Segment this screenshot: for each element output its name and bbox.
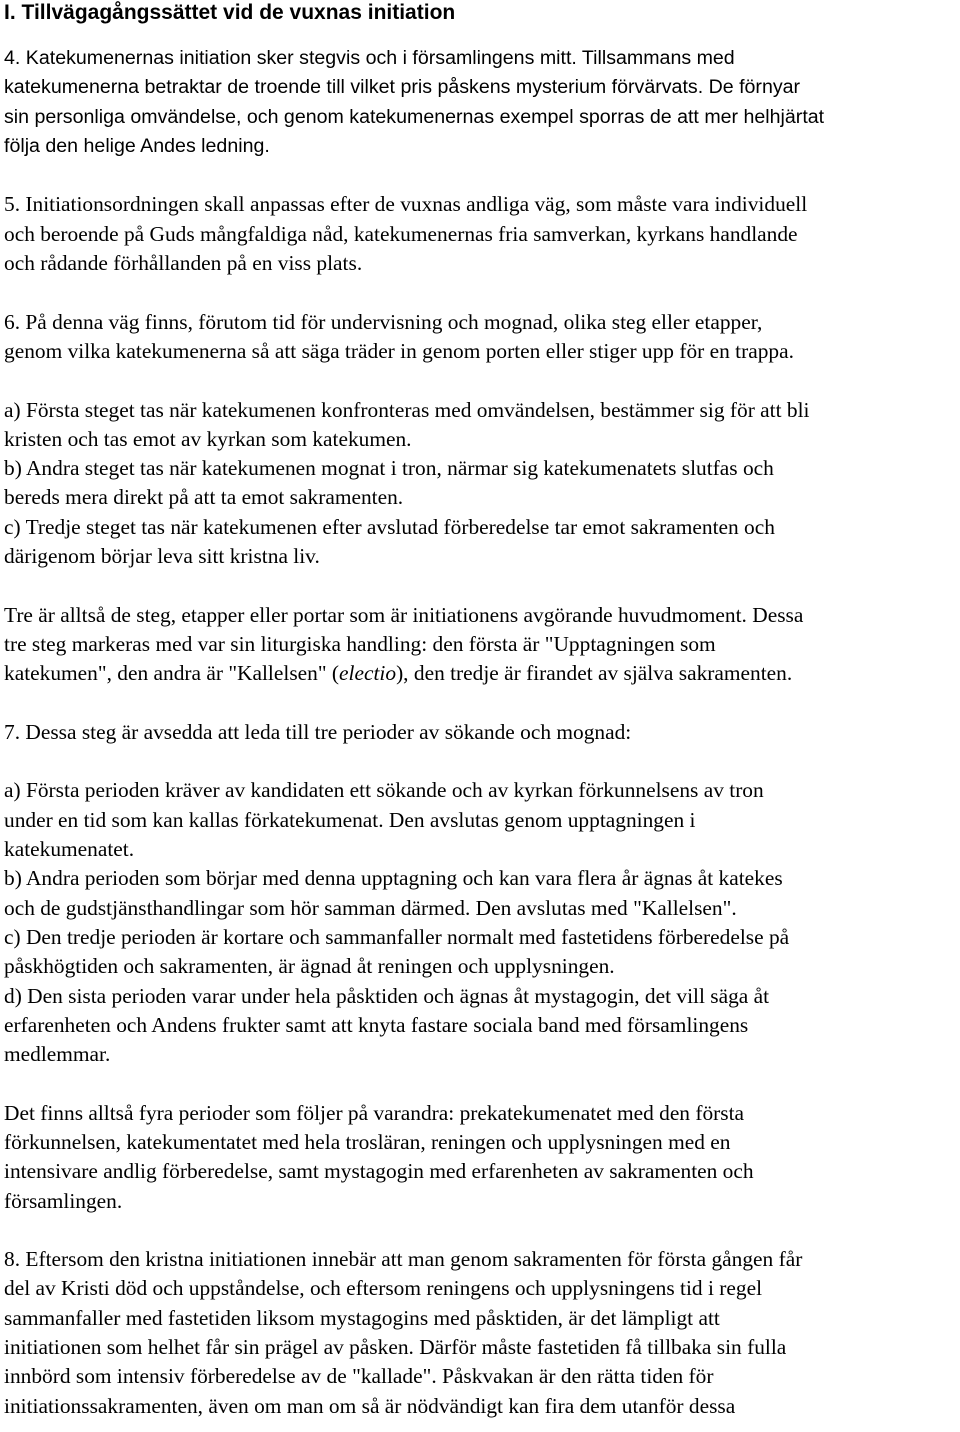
text-line: 7. Dessa steg är avsedda att leda till tre perioder av sökande och mognad: [4, 719, 632, 744]
periods-list [4, 776, 958, 1069]
steps-list [4, 396, 958, 572]
list-item: katekumenatet. [4, 837, 135, 862]
paragraph-5 [4, 190, 958, 278]
text-line: sin personliga omvändelse, och genom katekumenernas exempel sporras de att mer helhjärtat [4, 105, 825, 128]
text-line: tre steg markeras med var sin liturgiska handling: den första är "Upptagningen som [4, 631, 716, 656]
text-line: Det finns alltså fyra perioder som följer på varandra: prekatekumenatet med den första [4, 1100, 745, 1125]
text-line: sammanfaller med fastetiden liksom mystagogins med påsktiden, är det lämpligt att [4, 1305, 720, 1330]
text-line: 4. Katekumenernas initiation sker stegvis och i församlingens mitt. Tillsammans med [4, 47, 735, 69]
text-line: följa den helige Andes ledning. [4, 134, 270, 157]
paragraph-7 [4, 718, 958, 747]
text-line: och rådande förhållanden på en viss plats. [4, 251, 363, 276]
list-item: erfarenheten och Andens frukter samt att knyta fastare sociala band med församlingens [4, 1012, 749, 1037]
text-line: innbörd som intensiv förberedelse av de "kallade". Påskvakan är den rätta tiden för [4, 1364, 714, 1389]
list-item: b) Andra perioden som börjar med denna upptagning och kan vara flera år ägnas åt katekes [4, 866, 783, 891]
three-steps-paragraph [4, 601, 958, 689]
list-item: a) Första steget tas när katekumenen konfronteras med omvändelsen, bestämmer sig för att bli [4, 397, 810, 422]
list-item: a) Första perioden kräver av kandidaten ett sökande och av kyrkan förkunnelsens av tron [4, 778, 764, 803]
list-item: bereds mera direkt på att ta emot sakramenten. [4, 485, 404, 510]
text-line: förkunnelsen, katekumentatet med hela trosläran, reningen och upplysningen med en [4, 1129, 731, 1154]
text-line: intensivare andlig förberedelse, samt mystagogin med erfarenheten av sakramenten och [4, 1159, 754, 1184]
text-line: genom vilka katekumenerna så att säga träder in genom porten eller stiger upp för en trappa. [4, 338, 794, 363]
list-item: b) Andra steget tas när katekumenen mognat i tron, närmar sig katekumenatets slutfas och [4, 456, 774, 481]
paragraph-8 [4, 1245, 958, 1421]
list-item: under en tid som kan kallas förkatekumenat. Den avslutas genom upptagningen i [4, 807, 696, 832]
text-line: 8. Eftersom den kristna initiationen innebär att man genom sakramenten för första gången får [4, 1247, 803, 1272]
text-line: Tre är alltså de steg, etapper eller portar som är initiationens avgörande huvudmoment. Dessa [4, 602, 804, 627]
list-item: medlemmar. [4, 1042, 111, 1067]
section-heading: I. Tillvägagångssättet vid de vuxnas initiation [4, 1, 456, 24]
text-line: initiationen som helhet får sin prägel av påsken. Därför måste fastetiden få tillbaka sin fulla [4, 1335, 787, 1360]
text-line: 5. Initiationsordningen skall anpassas efter de vuxnas andliga väg, som måste vara individuell [4, 192, 808, 217]
text-fragment: ), den tredje är firandet av själva sakramenten. [396, 661, 793, 686]
text-line: församlingen. [4, 1188, 123, 1213]
four-periods-paragraph [4, 1099, 958, 1216]
electio-term: electio [339, 661, 397, 686]
list-item: och de gudstjänsthandlingar som hör samman därmed. Den avslutas med "Kallelsen". [4, 895, 737, 920]
text-line: initiationssakramenten, även om man om så är nödvändigt kan fira dem utanför dessa [4, 1393, 736, 1418]
paragraph-4 [4, 44, 958, 161]
list-item: påskhögtiden och sakramenten, är ägnad åt reningen och upplysningen. [4, 954, 615, 979]
list-item: c) Tredje steget tas när katekumenen efter avslutad förberedelse tar emot sakramenten och [4, 514, 775, 539]
list-item: d) Den sista perioden varar under hela påsktiden och ägnas åt mystagogin, det vill säga åt [4, 983, 770, 1008]
text-line: del av Kristi död och uppståndelse, och eftersom reningens och upplysningens tid i regel [4, 1276, 763, 1301]
document-page [4, 0, 958, 1421]
list-item: c) Den tredje perioden är kortare och sammanfaller normalt med fastetidens förberedelse på [4, 924, 790, 949]
list-item: därigenom börjar leva sitt kristna liv. [4, 544, 320, 569]
list-item: kristen och tas emot av kyrkan som katekumen. [4, 426, 412, 451]
text-line: katekumenerna betraktar de troende till vilket pris påskens mysterium förvärvats. De förnyar [4, 76, 801, 99]
text-line: och beroende på Guds mångfaldiga nåd, katekumenernas fria samverkan, kyrkans handlande [4, 221, 798, 246]
text-line [4, 659, 958, 688]
text-fragment: katekumen", den andra är "Kallelsen" ( [4, 661, 340, 686]
paragraph-6 [4, 308, 958, 367]
text-line: 6. På denna väg finns, förutom tid för undervisning och mognad, olika steg eller etapper, [4, 309, 763, 334]
